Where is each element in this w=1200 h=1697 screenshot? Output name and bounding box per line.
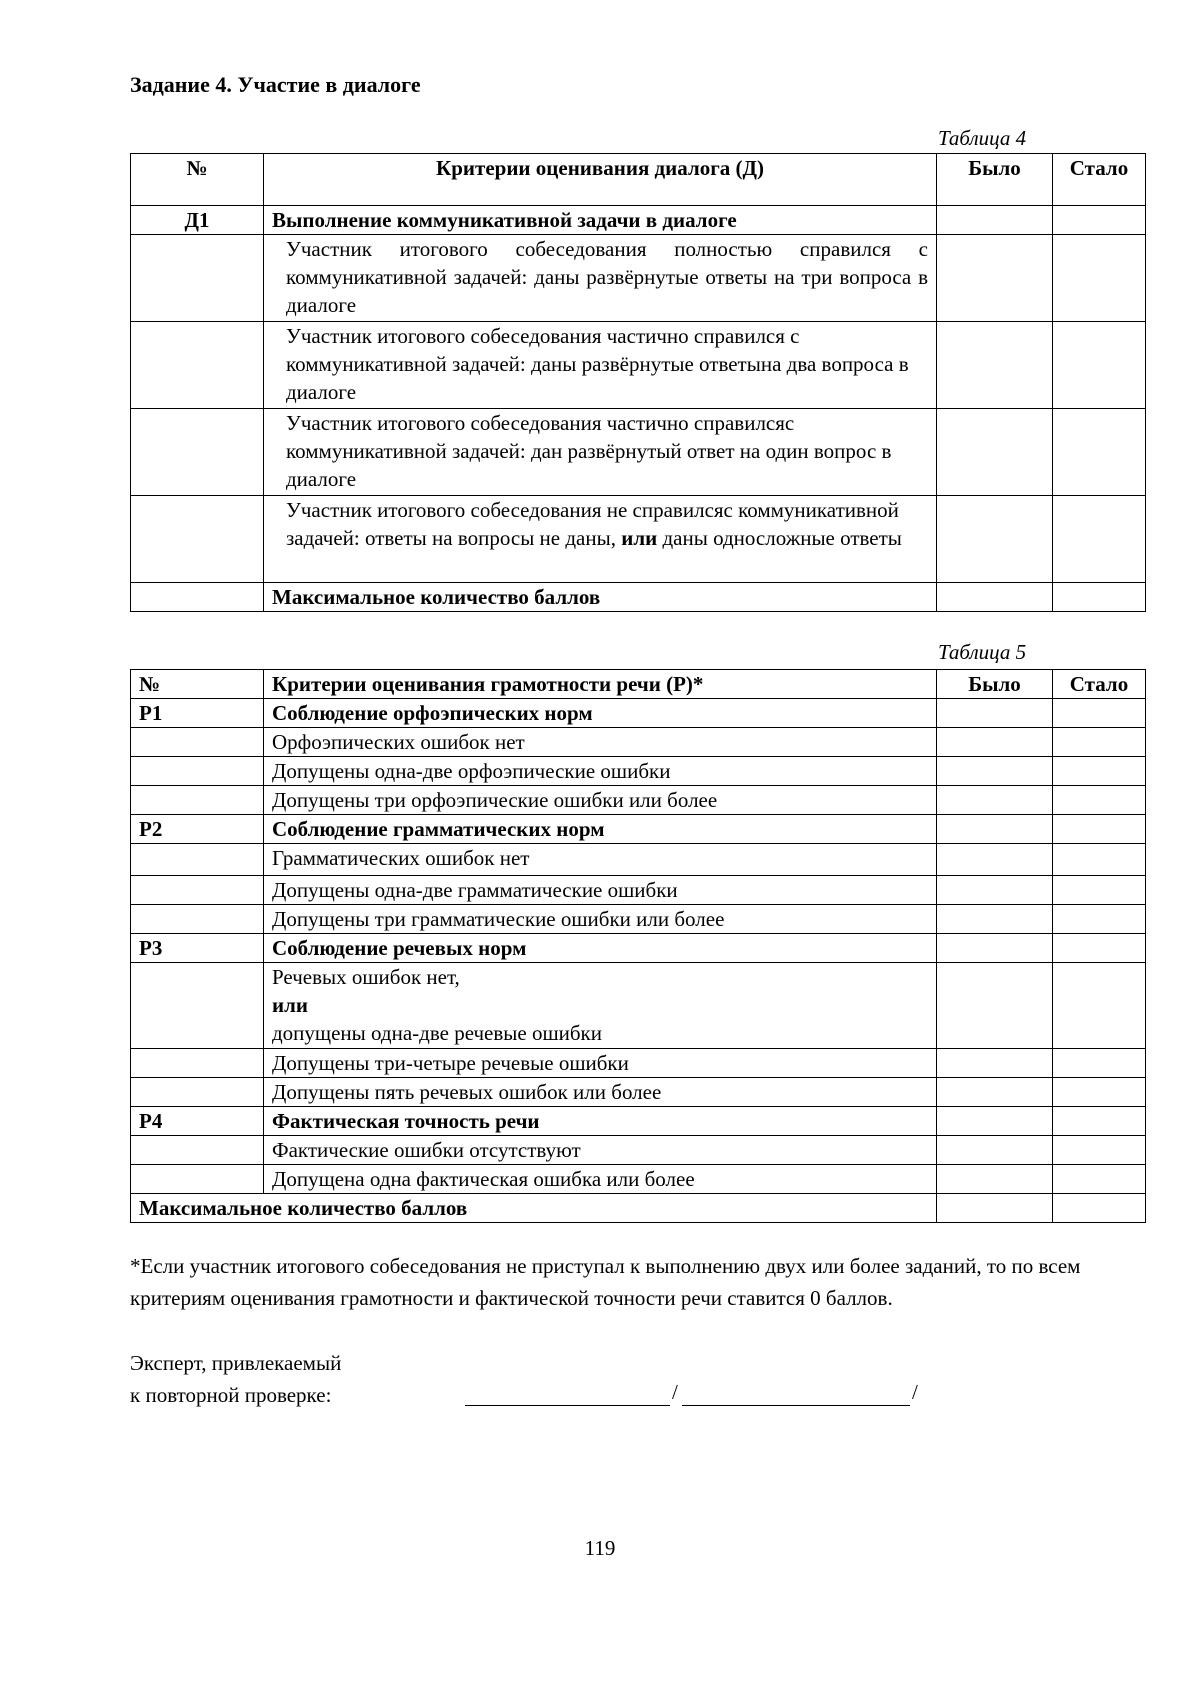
score-after-cell [1053, 1107, 1146, 1136]
score-after-cell [1053, 844, 1146, 876]
score-before-cell [937, 844, 1053, 876]
col-header-criteria: Критерии оценивания диалога (Д) [264, 154, 937, 206]
score-after-cell [1053, 1165, 1146, 1194]
score-after-cell [1053, 699, 1146, 728]
num-cell [131, 409, 264, 496]
score-after-cell [1053, 409, 1146, 496]
section-title: Фактическая точность речи [264, 1107, 937, 1136]
page-number: 119 [584, 1536, 616, 1560]
col-header-before: Было [937, 670, 1053, 699]
score-before-cell [937, 786, 1053, 815]
num-cell [131, 844, 264, 876]
num-cell [131, 1165, 264, 1194]
score-before-cell [937, 815, 1053, 844]
task-heading: Задание 4. Участие в диалоге [130, 72, 421, 97]
score-before-cell [937, 876, 1053, 905]
signature-line [465, 1405, 670, 1406]
num-cell [131, 728, 264, 757]
criterion-text-line: Речевых ошибок нет, [272, 965, 460, 989]
criterion-text [264, 496, 937, 583]
score-after-cell [1053, 757, 1146, 786]
score-after-cell [1053, 206, 1146, 235]
criterion-text: Участник итогового собеседования частично справился с коммуникативной задачей: даны развёрнутые ответына два вопроса в диалоге [264, 322, 937, 409]
section-title: Соблюдение речевых норм [264, 934, 937, 963]
score-before-cell [937, 1136, 1053, 1165]
num-cell [131, 1078, 264, 1107]
num-cell [131, 496, 264, 583]
criterion-text: Допущена одна фактическая ошибка или более [264, 1165, 937, 1194]
criterion-or-word: или [621, 526, 658, 550]
score-before-cell [937, 1165, 1053, 1194]
num-cell [131, 322, 264, 409]
score-before-cell [937, 1194, 1053, 1223]
score-after-cell [1053, 583, 1146, 612]
score-after-cell [1053, 496, 1146, 583]
signature-separator: / [912, 1380, 918, 1404]
num-cell [131, 757, 264, 786]
score-after-cell [1053, 1078, 1146, 1107]
score-after-cell [1053, 786, 1146, 815]
col-header-before: Было [937, 154, 1053, 206]
criterion-text: Фактические ошибки отсутствуют [264, 1136, 937, 1165]
score-before-cell [937, 699, 1053, 728]
score-before-cell [937, 409, 1053, 496]
footnote: *Если участник итогового собеседования не приступал к выполнению двух или более заданий, то по всем критериям оценивания грамотности и фактической точности речи ставится 0 баллов. [130, 1254, 1081, 1310]
score-before-cell [937, 1049, 1053, 1078]
criterion-text: Допущены одна-две грамматические ошибки [264, 876, 937, 905]
score-after-cell [1053, 876, 1146, 905]
score-after-cell [1053, 1194, 1146, 1223]
dialog-criteria-table [130, 153, 1146, 612]
expert-label [130, 1347, 341, 1411]
criterion-text: Допущены пять речевых ошибок или более [264, 1078, 937, 1107]
criterion-text-line: допущены одна-две речевые ошибки [272, 1021, 603, 1045]
speech-criteria-table [130, 669, 1146, 1223]
criterion-text-part: даны односложные ответы [657, 526, 902, 550]
num-cell [131, 905, 264, 934]
score-after-cell [1053, 934, 1146, 963]
score-before-cell [937, 496, 1053, 583]
score-after-cell [1053, 728, 1146, 757]
num-cell [131, 1049, 264, 1078]
num-cell [131, 235, 264, 322]
score-after-cell [1053, 1136, 1146, 1165]
score-before-cell [937, 583, 1053, 612]
num-cell [131, 876, 264, 905]
score-after-cell [1053, 1049, 1146, 1078]
score-before-cell [937, 1078, 1053, 1107]
col-header-num: № [131, 154, 264, 206]
expert-label-line1: Эксперт, привлекаемый [130, 1351, 342, 1375]
score-before-cell [937, 963, 1053, 1049]
criterion-text: Участник итогового собеседования частично справилсяс коммуникативной задачей: дан развёрнутый ответ на один вопрос в диалоге [264, 409, 937, 496]
num-cell [131, 786, 264, 815]
section-title: Соблюдение грамматических норм [264, 815, 937, 844]
criterion-text [264, 963, 937, 1049]
section-num: Р1 [131, 699, 264, 728]
col-header-after: Стало [1053, 154, 1146, 206]
section-num: Д1 [131, 206, 264, 235]
score-before-cell [937, 934, 1053, 963]
name-line [682, 1405, 910, 1406]
score-before-cell [937, 322, 1053, 409]
criterion-text: Допущены три орфоэпические ошибки или более [264, 786, 937, 815]
criterion-text: Орфоэпических ошибок нет [264, 728, 937, 757]
score-before-cell [937, 757, 1053, 786]
max-score-label: Максимальное количество баллов [264, 583, 937, 612]
col-header-after: Стало [1053, 670, 1146, 699]
criterion-text: Допущены одна-две орфоэпические ошибки [264, 757, 937, 786]
criterion-text: Участник итогового собеседования полностью справился с коммуникативной задачей: даны развёрнутые ответы на три вопроса в диалоге [264, 235, 937, 322]
signature-separator: / [672, 1380, 678, 1404]
score-before-cell [937, 1107, 1053, 1136]
score-before-cell [937, 235, 1053, 322]
section-num: Р2 [131, 815, 264, 844]
criterion-text: Грамматических ошибок нет [264, 844, 937, 876]
table4-caption: Таблица 4 [938, 126, 1027, 150]
criterion-text: Допущены три-четыре речевые ошибки [264, 1049, 937, 1078]
score-after-cell [1053, 815, 1146, 844]
score-after-cell [1053, 235, 1146, 322]
section-title: Выполнение коммуникативной задачи в диалоге [264, 206, 937, 235]
criterion-or-word: или [272, 993, 308, 1017]
num-cell [131, 1136, 264, 1165]
section-num: Р3 [131, 934, 264, 963]
section-title: Соблюдение орфоэпических норм [264, 699, 937, 728]
criterion-text-part: Участник итогового собеседования не справилсяс коммуникативной задачей: ответы на вопросы не даны, [286, 498, 899, 550]
expert-label-line2: к повторной проверке: [130, 1383, 332, 1407]
col-header-criteria: Критерии оценивания грамотности речи (Р)* [264, 670, 937, 699]
max-score-label: Максимальное количество баллов [131, 1194, 937, 1223]
score-before-cell [937, 905, 1053, 934]
section-num: Р4 [131, 1107, 264, 1136]
score-after-cell [1053, 963, 1146, 1049]
criterion-text: Допущены три грамматические ошибки или более [264, 905, 937, 934]
num-cell [131, 583, 264, 612]
score-before-cell [937, 728, 1053, 757]
table5-caption: Таблица 5 [938, 640, 1027, 664]
score-before-cell [937, 206, 1053, 235]
col-header-num: № [131, 670, 264, 699]
score-after-cell [1053, 905, 1146, 934]
score-after-cell [1053, 322, 1146, 409]
num-cell [131, 963, 264, 1049]
